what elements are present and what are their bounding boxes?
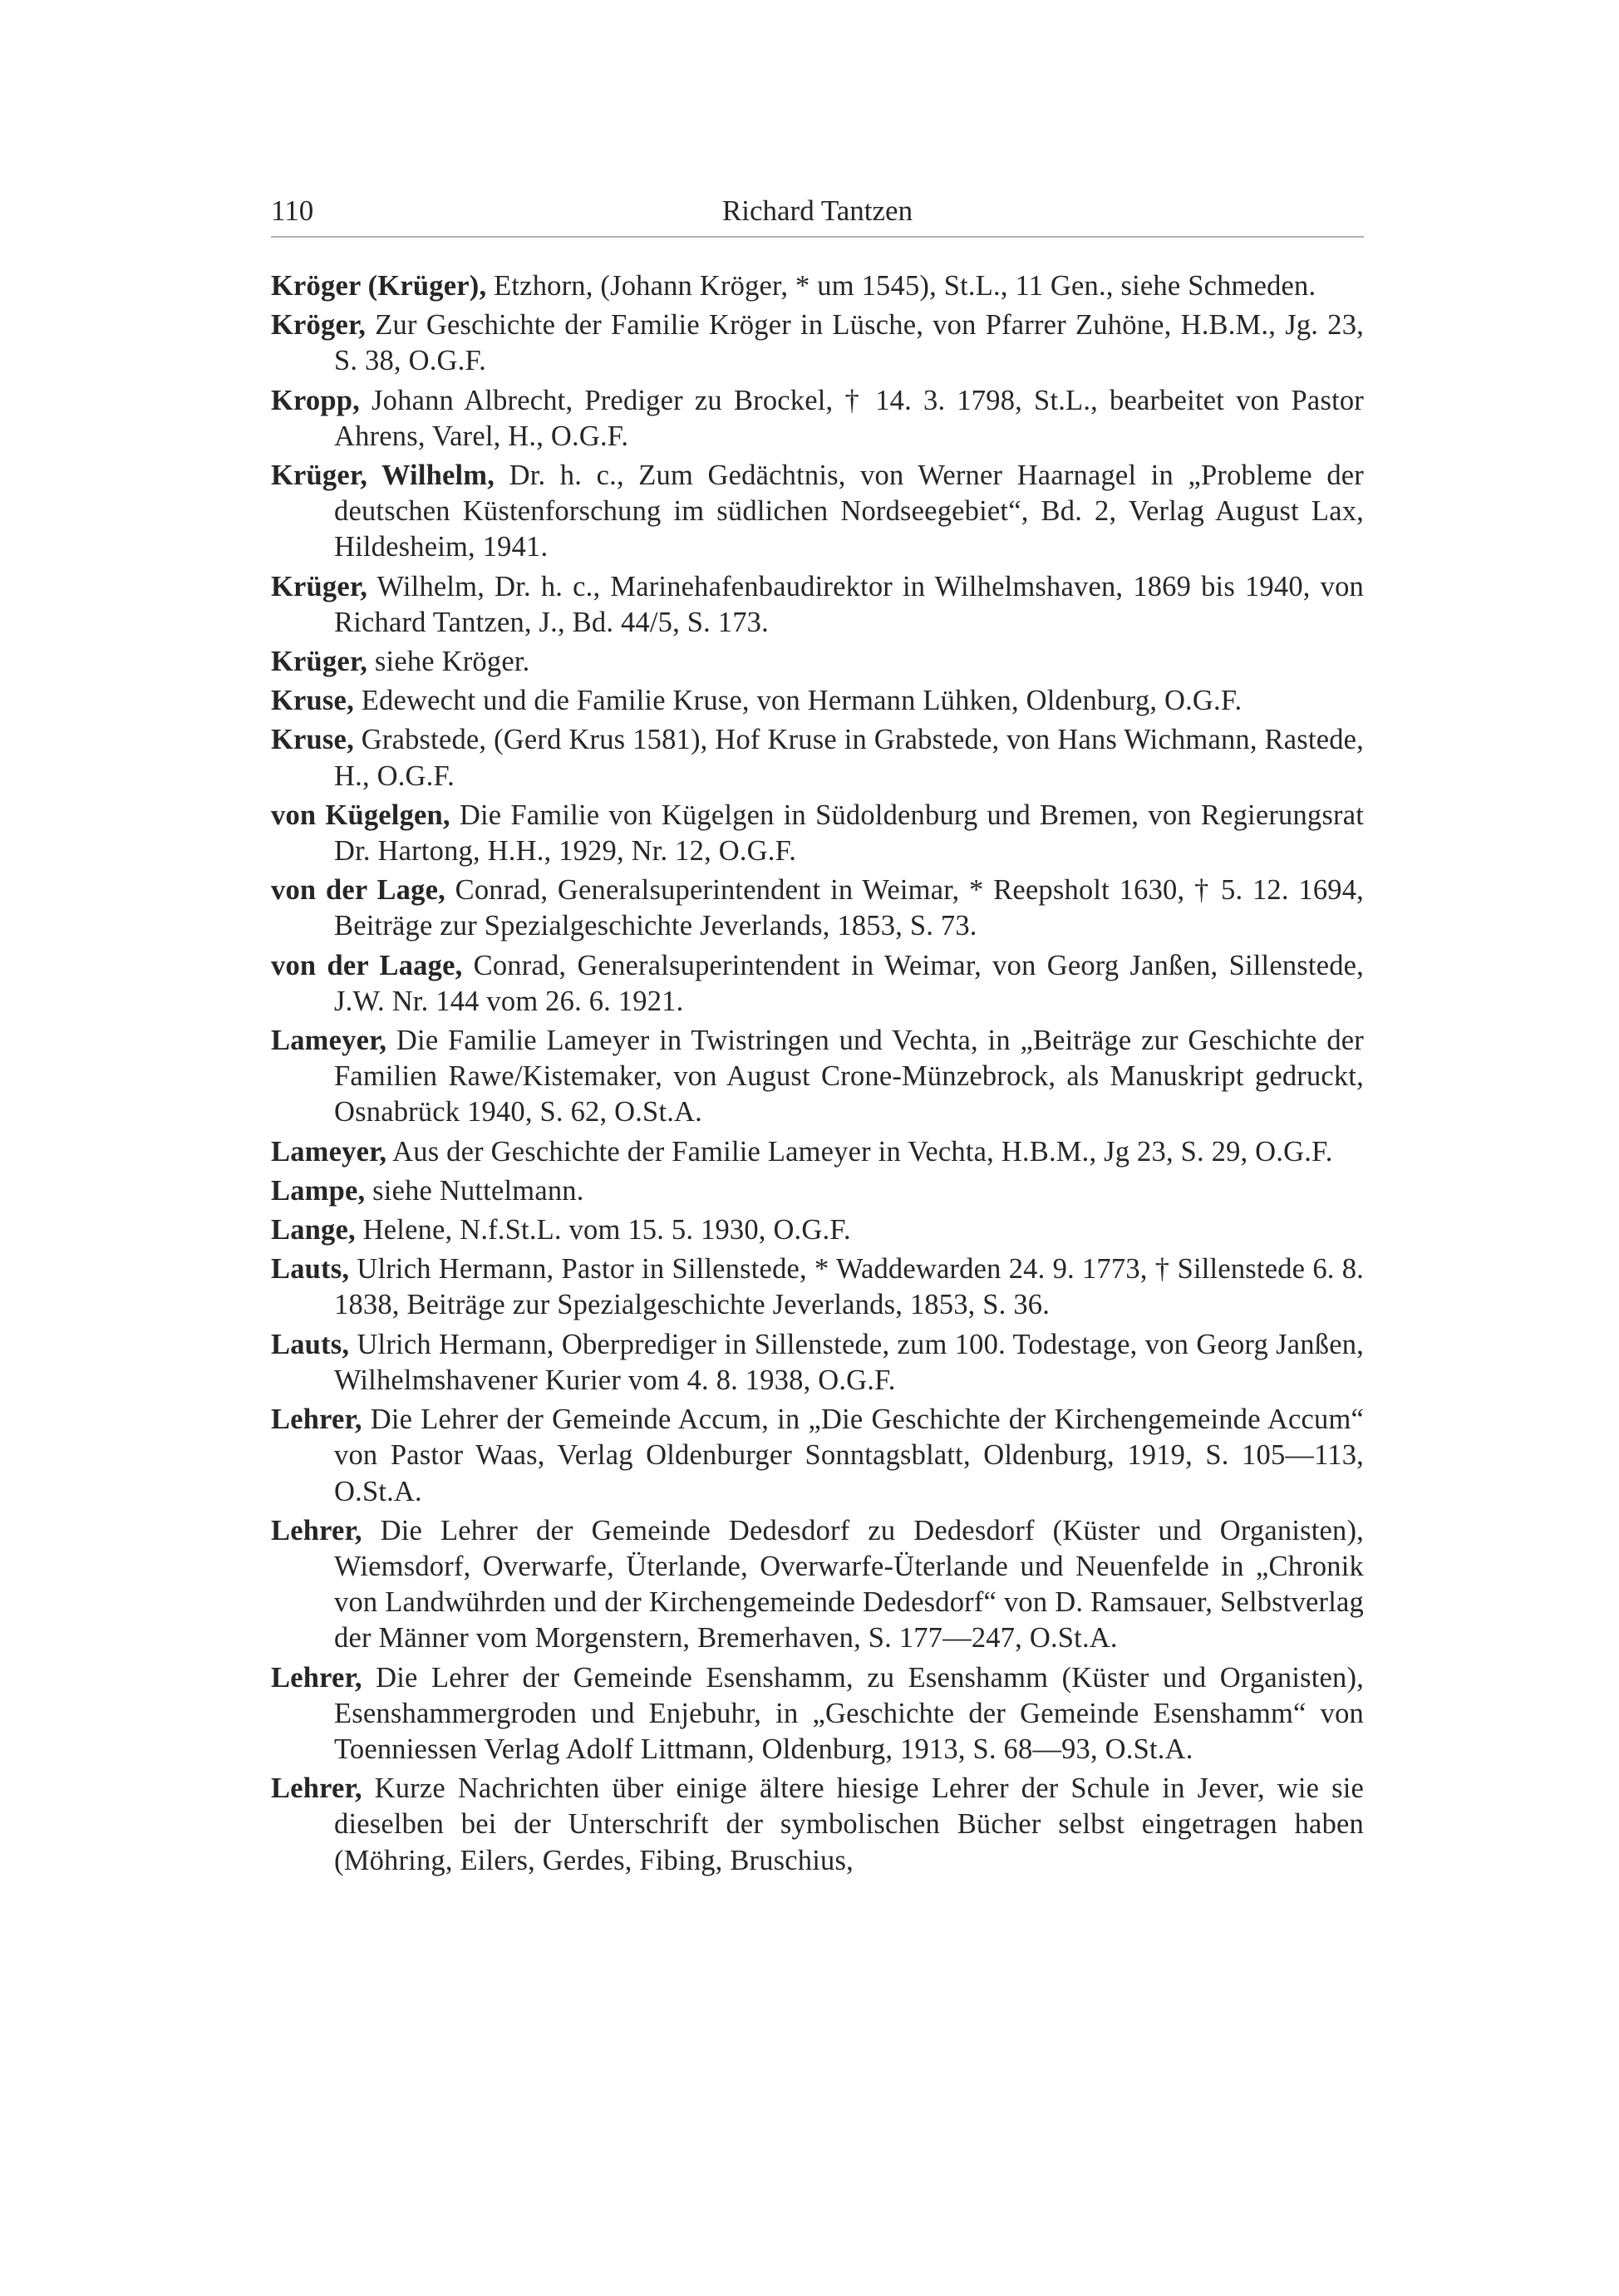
list-item [271,722,1364,794]
list-item [271,1513,1364,1657]
entry-text: Ulrich Hermann, Pastor in Sillenstede, * Waddewarden 24. 9. 1773, † Sillenstede 6. 8. 1838, Beiträge zur Spezialgeschichte Jeverlands, 1853, S. 36. [334,1253,1364,1321]
list-item [271,569,1364,641]
list-item [271,1173,1364,1209]
list-item [271,948,1364,1020]
entry-headword: Lehrer, [271,1772,362,1805]
entry-headword: Kruse, [271,685,354,717]
list-item [271,873,1364,944]
running-title: Richard Tantzen [721,194,913,227]
entry-text: Die Lehrer der Gemeinde Accum, in „Die Geschichte der Kirchengemeinde Accum“ von Pastor Waas, Verlag Oldenburger Sonntagsblatt, Oldenburg, 1919, S. 105—113, O.St.A. [334,1404,1364,1507]
list-item [271,383,1364,455]
entry-text: Edewecht und die Familie Kruse, von Hermann Lühken, Oldenburg, O.G.F. [353,685,1243,717]
entry-text: Die Lehrer der Gemeinde Esenshamm, zu Esenshamm (Küster und Organisten), Esenshammergroden und Enjebuhr, in „Geschichte der Gemeinde Esenshamm“ von Toenniessen Verlag Adolf Littmann, Oldenburg, 1913, S. 68—93, O.St.A. [334,1661,1364,1765]
entry-headword: Krüger, Wilhelm, [271,460,495,492]
entry-headword: Lampe, [271,1174,366,1207]
entry-headword: von Kügelgen, [271,799,450,831]
entry-text: Dr. h. c., Zum Gedächtnis, von Werner Haarnagel in „Probleme der deutschen Küstenforschung im südlichen Nordseegebiet“, Bd. 2, Verlag August Lax, Hildesheim, 1941. [334,460,1364,563]
entry-headword: Lameyer, [271,1135,387,1168]
list-item [271,268,1364,304]
list-item [271,1660,1364,1768]
entry-headword: Lauts, [271,1253,350,1286]
entry-text: Aus der Geschichte der Familie Lameyer in Vechta, H.B.M., Jg 23, S. 29, O.G.F. [386,1135,1333,1168]
page-number: 110 [271,194,314,227]
entry-headword: Kröger (Krüger), [271,270,487,302]
entry-text: Johann Albrecht, Prediger zu Brockel, † 14. 3. 1798, St.L., bearbeitet von Pastor Ahrens, Varel, H., O.G.F. [334,384,1364,452]
entry-text: siehe Kröger. [367,646,530,678]
entry-text: Kurze Nachrichten über einige ältere hiesige Lehrer der Schule in Jever, wie sie dieselben bei der Unterschrift der symbolischen Bücher selbst eingetragen haben (Möhring, Eilers, Gerdes, Fibing, Bruschius, [334,1772,1364,1876]
list-item [271,1251,1364,1323]
list-item [271,798,1364,869]
list-item [271,458,1364,566]
header-rule [271,236,1364,238]
list-item [271,1023,1364,1131]
entry-text: Ulrich Hermann, Oberprediger in Sillenstede, zum 100. Todestage, von Georg Janßen, Wilhelmshavener Kurier vom 4. 8. 1938, O.G.F. [334,1328,1364,1396]
entry-text: siehe Nuttelmann. [365,1174,584,1207]
entry-list [271,268,1364,1882]
page-header [271,189,1364,233]
entry-text: Die Familie Lameyer in Twistringen und Vechta, in „Beiträge zur Geschichte der Familien Rawe/Kistemaker, von August Crone-Münzebrock, als Manuskript gedruckt, Osnabrück 1940, S. 62, O.St.A. [334,1025,1364,1128]
entry-headword: von der Laage, [271,949,463,981]
list-item [271,644,1364,680]
entry-text: Die Familie von Kügelgen in Südoldenburg und Bremen, von Regierungsrat Dr. Hartong, H.H., 1929, Nr. 12, O.G.F. [334,799,1364,868]
entry-headword: Lauts, [271,1328,350,1360]
list-item [271,1402,1364,1510]
entry-headword: Kropp, [271,384,360,416]
list-item [271,307,1364,379]
entry-text: Zur Geschichte der Familie Kröger in Lüsche, von Pfarrer Zuhöne, H.B.M., Jg. 23, S. 38, O.G.F. [334,309,1364,377]
entry-text: Die Lehrer der Gemeinde Dedesdorf zu Dedesdorf (Küster und Organisten), Wiemsdorf, Overwarfe, Üterlande, Overwarfe-Üterlande und Neuenfelde in „Chronik von Landwührden und der Kirchengemeinde Dedesdorf“ von D. Ramsauer, Selbstverlag der Männer vom Morgenstern, Bremerhaven, S. 177—247, O.St.A. [334,1514,1364,1654]
entry-headword: Kruse, [271,724,354,756]
list-item [271,1212,1364,1248]
entry-headword: Kröger, [271,309,367,342]
list-item [271,1771,1364,1879]
entry-text: Helene, N.f.St.L. vom 15. 5. 1930, O.G.F. [355,1214,851,1246]
entry-headword: von der Lage, [271,874,445,907]
list-item [271,683,1364,719]
entry-text: Etzhorn, (Johann Kröger, * um 1545), St.L., 11 Gen., siehe Schmeden. [486,270,1316,302]
entry-headword: Lehrer, [271,1661,362,1694]
entry-headword: Krüger, [271,570,368,602]
entry-headword: Lehrer, [271,1514,362,1546]
entry-headword: Lehrer, [271,1404,362,1436]
list-item [271,1134,1364,1170]
entry-headword: Krüger, [271,646,368,678]
entry-text: Grabstede, (Gerd Krus 1581), Hof Kruse in Grabstede, von Hans Wichmann, Rastede, H., O.G.F. [334,724,1364,792]
list-item [271,1327,1364,1399]
entry-headword: Lange, [271,1214,356,1246]
entry-text: Wilhelm, Dr. h. c., Marinehafenbaudirektor in Wilhelmshaven, 1869 bis 1940, von Richard Tantzen, J., Bd. 44/5, S. 173. [334,570,1364,638]
entry-text: Conrad, Generalsuperintendent in Weimar, von Georg Janßen, Sillenstede, J.W. Nr. 144 vom 26. 6. 1921. [334,949,1364,1017]
entry-text: Conrad, Generalsuperintendent in Weimar, * Reepsholt 1630, † 5. 12. 1694, Beiträge zur Spezialgeschichte Jeverlands, 1853, S. 73. [334,874,1364,942]
entry-headword: Lameyer, [271,1025,387,1057]
